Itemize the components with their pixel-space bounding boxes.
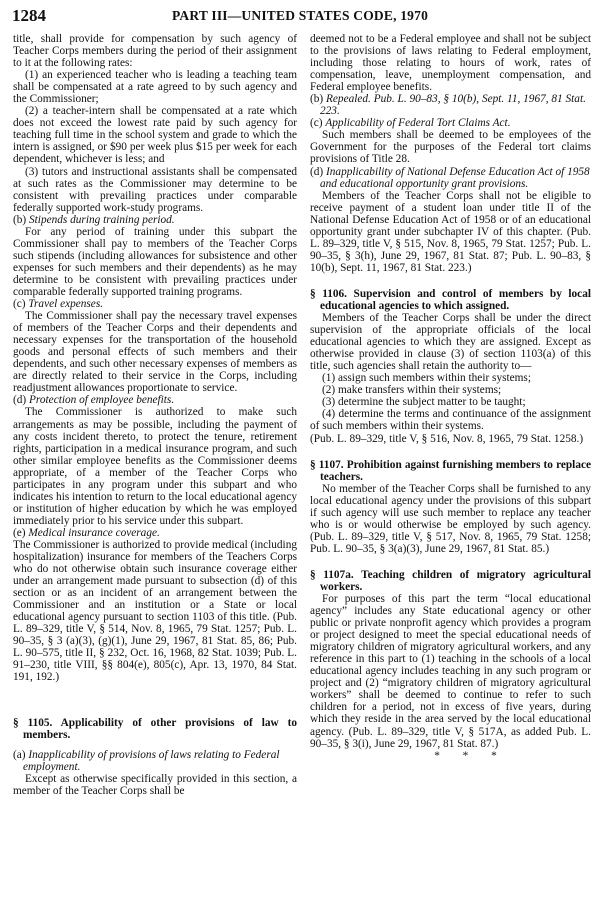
left-column	[13, 33, 297, 797]
paragraph: No member of the Teacher Corps shall be furnished to any local educational agency under the provisions of this subpart if such agency will use such member to replace any teacher who is or would otherwise be employed by such agency. (Pub. L. 89–329, title V, § 517, Nov. 8, 1965, 79 Stat. 1258; Pub. L. 90–35, § 3(a)(3), June 29, 1967, 81 Stat. 85.)	[310, 482, 591, 555]
subsection-heading: (c) Travel expenses.	[13, 298, 104, 311]
subsection-heading: (d) Inapplicability of National Defense Education Act of 1958 and educational opportunity grant provisions.	[310, 165, 590, 190]
rate-item: (1) an experienced teacher who is leading a teaching team shall be compensated at a rate agreed to by such agency and the Commissioner;	[13, 69, 297, 106]
paragraph: For purposes of this part the term “local educational agency” includes any State educational agency or other public or private nonprofit agency which provides a program or project designed to meet the special educational needs of migratory children of migratory agricultural workers, and any reference in this part to (1) teaching in the schools of a local educational agency includes teaching in any such program or project and (2) “migratory children of migratory agricultural workers” shall be deemed to continue to refer to such children for a period, not in excess of five years, during which they reside in the area served by the local educational agency. (Pub. L. 89–329, title V, § 517A, as added Pub. L. 90–35, § 3(i), June 29, 1967, 81 Stat. 87.)	[310, 593, 591, 750]
right-column	[310, 33, 591, 762]
section-break-stars: * * *	[434, 749, 507, 762]
paragraph: Members of the Teacher Corps shall not be eligible to receive payment of a student loan under title II of the National Defense Education Act of 1958 or of an educational opportunity grant under subchapter IV of this chapter. (Pub. L. 89–329, title V, § 515, Nov. 8, 1965, 79 Stat. 1257; Pub. L. 90–35, § 3(h), June 29, 1967, 81 Stat. 87; Pub. L. 90–83, § 10(b), Sept. 11, 1967, 81 Stat. 223.)	[310, 189, 591, 274]
subsection-heading: (b) Stipends during training period.	[13, 213, 175, 226]
rate-item: (2) a teacher-intern shall be compensated at a rate which does not exceed the lowest rate paid by such agency for teaching full time in the school system and grade to which the intern is assigned, or $90 per week plus $15 per week for each dependent, whichever is less; and	[13, 105, 297, 166]
list-item: (3) determine the subject matter to be taught;	[322, 396, 526, 409]
paragraph: Such members shall be deemed to be employees of the Government for the purposes of the Federal tort claims provisions of Title 28.	[310, 129, 591, 166]
subsection-heading: (d) Protection of employee benefits.	[13, 394, 175, 407]
page-header	[12, 6, 588, 28]
paragraph: deemed not to be a Federal employee and shall not be subject to the provisions of laws relating to Federal employment, including those relating to hours of work, rates of compensation, leave, unemployment compensation, and Federal employee benefits.	[310, 33, 591, 94]
subsection-heading: (b) Repealed. Pub. L. 90–83, § 10(b), Sept. 11, 1967, 81 Stat. 223.	[310, 93, 586, 118]
subsection-heading: (a) Inapplicability of provisions of laws relating to Federal employment.	[13, 748, 280, 773]
paragraph: Members of the Teacher Corps shall be under the direct supervision of the appropriate officials of the local educational agencies to which they are assigned. Except as otherwise provided in clause (3) of section 1103(a) of this title, such agencies shall retain the authority to—	[310, 312, 591, 373]
citation: (Pub. L. 89–329, title V, § 516, Nov. 8, 1965, 79 Stat. 1258.)	[310, 432, 584, 445]
list-item: (4) determine the terms and continuance of the assignment of such members within their systems.	[310, 408, 591, 433]
section-heading-1107a: § 1107a. Teaching children of migratory agricultural workers.	[310, 568, 591, 593]
subsection-heading: (c) Applicability of Federal Tort Claims Act.	[310, 117, 511, 130]
section-heading-1107: § 1107. Prohibition against furnishing members to replace teachers.	[310, 458, 591, 483]
section-heading-1106: § 1106. Supervision and control of members by local educational agencies to which assigned.	[310, 287, 591, 312]
section-heading-1105: § 1105. Applicability of other provisions of law to members.	[13, 716, 297, 741]
list-item: (2) make transfers within their systems;	[322, 384, 502, 397]
paragraph: The Commissioner is authorized to make such arrangements as may be possible, including the payment of any costs incident thereto, to protect the tenure, retirement rights, participation in a medical insurance program, and such other similar employee benefits as the Commissioner deems appropriate, of a member of the Teacher Corps who participates in any program under this subpart and who indicates his intention to return to the local educational agency or institution of higher education by which he was employed immediately prior to his service under this subpart.	[13, 406, 297, 527]
page-number: 1284	[12, 6, 46, 25]
paragraph: Except as otherwise specifically provided in this section, a member of the Teacher Corps shall be	[13, 772, 297, 797]
paragraph: The Commissioner shall pay the necessary travel expenses of members of the Teacher Corps and their dependents and necessary expenses for the transportation of the household goods and personal effects of such members and their dependents, and such other necessary expenses of members as are directly related to their service in the Corps, including readjustment allowances proportionate to service.	[13, 310, 297, 395]
rate-item: (3) tutors and instructional assistants shall be compensated at such rates as the Commissioner may determine to be consistent with prevailing practices under comparable federally supported work-study programs.	[13, 165, 297, 214]
list-item: (1) assign such members within their systems;	[322, 372, 531, 385]
subsection-heading: (e) Medical insurance coverage.	[13, 526, 160, 539]
running-head: PART III—UNITED STATES CODE, 1970	[171, 8, 429, 23]
paragraph: title, shall provide for compensation by such agency of Teacher Corps members during the period of their assignment to it at the following rates:	[13, 33, 297, 70]
paragraph: For any period of training under this subpart the Commissioner shall pay to members of the Teacher Corps such stipends (including allowances for subsistence and other expenses for such members and their dependents) as he may determine to be consistent with prevailing practices under comparable federally supported training programs.	[13, 225, 297, 298]
paragraph: The Commissioner is authorized to provide medical (including hospitalization) insurance for members of the Teachers Corps who do not otherwise obtain such insurance coverage either under an arrangement made pursuant to subsection (d) of this section or as an incident of an arrangement between the Commissioner and an institution or a State or local educational agency pursuant to section 1103 of this title. (Pub. L. 89–329, title V, § 514, Nov. 8, 1965, 79 Stat. 1257; Pub. L. 90–35, § 3 (a)(3), (g)(1), June 29, 1967, 81 Stat. 85, 86; Pub. L. 90–575, title II, § 232, Oct. 16, 1968, 82 Stat. 1039; Pub. L. 91–230, title VIII, §§ 804(e), 805(c), Apr. 13, 1970, 84 Stat. 191, 192.)	[13, 538, 297, 684]
